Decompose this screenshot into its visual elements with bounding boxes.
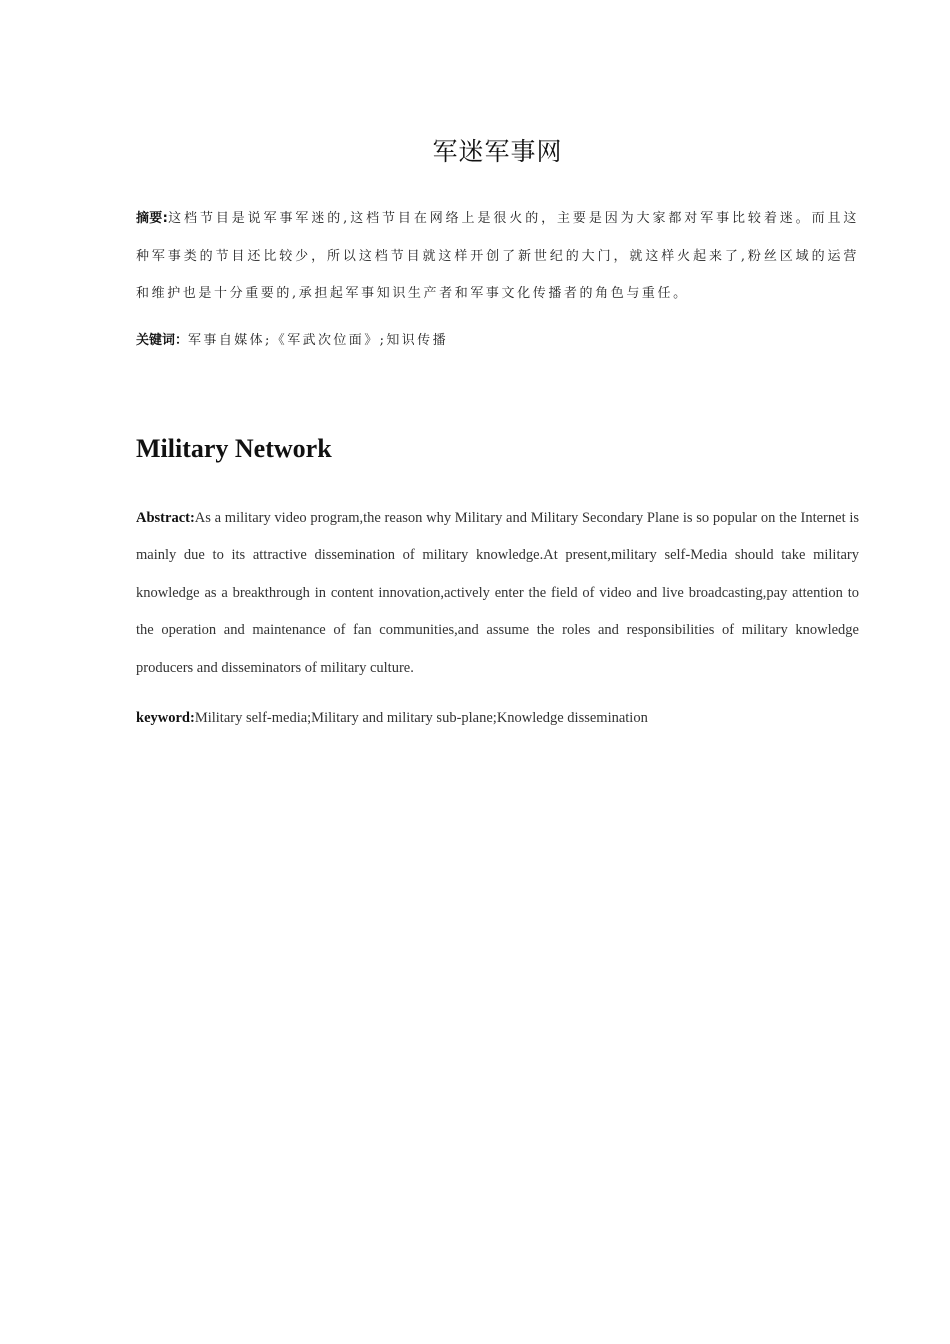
chinese-abstract-text: 这档节目是说军事军迷的,这档节目在网络上是很火的，主要是因为大家都对军事比较着迷。而且这种军事类的节目还比较少，所以这档节目就这样开创了新世纪的大门，就这样火起来了,粉丝区域的运营和维护也是十分重要的,承担起军事知识生产者和军事文化传播者的角色与重任。 [136,211,859,301]
english-keywords [136,708,859,728]
chinese-abstract [136,200,859,313]
chinese-keywords-label: 关键词： [136,333,189,348]
chinese-keywords-text: 军事自媒体;《军武次位面》;知识传播 [188,333,448,348]
english-abstract-text: As a military video program,the reason why Military and Military Secondary Plane is so popular on the Internet is mainly due to its attractive dissemination of military knowledge.At present,military self-Media should take military knowledge as a breakthrough in content innovation,actively enter the field of video and live broadcasting,pay attention to the operation and maintenance of fan communities,and assume the roles and responsibilities of military knowledge producers and disseminators of military culture. [136,510,859,676]
chinese-abstract-label: 摘要: [136,211,168,226]
english-keywords-label: keyword: [136,710,195,726]
english-abstract-label: Abstract: [136,510,195,526]
english-keywords-text: Military self-media;Military and military sub-plane;Knowledge dissemination [194,710,648,726]
english-title: Military Network [136,434,332,463]
english-abstract [136,500,859,687]
chinese-keywords [136,331,859,351]
chinese-title: 军迷军事网 [432,137,563,166]
